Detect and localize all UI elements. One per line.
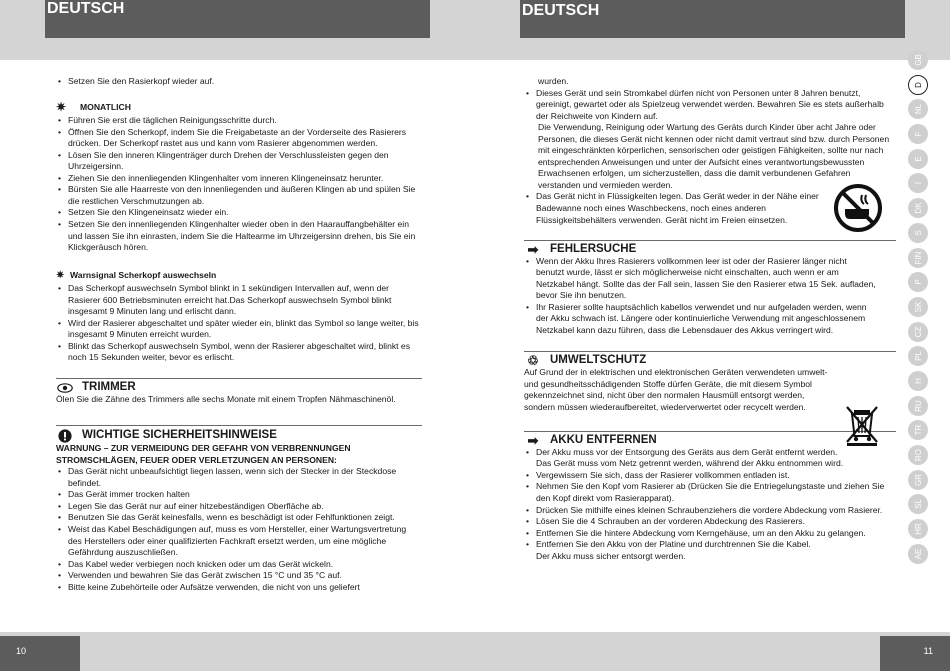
- list-item: • Lösen Sie den inneren Klingenträger durch Drehen der Verschlussleisten gegen den Uhrzeigersinn.: [56, 150, 422, 173]
- monthly-title: MONATLICH: [80, 101, 131, 112]
- list-item: • Das Scherkopf auswechseln Symbol blinkt in 1 sekündigen Intervallen auf, wenn der Rasierer 600 Betriebsminuten erreicht hat.Das Scherkopf auswechseln Symbol blinkt insgesamt 9 Minuten lang und erlischt dann.: [56, 283, 422, 318]
- warning-signal-list: [56, 283, 422, 364]
- language-tab-d[interactable]: D: [908, 75, 928, 95]
- list-item: • Bitte keine Zubehörteile oder Aufsätze verwenden, die nicht von uns geliefert: [56, 582, 422, 594]
- troubleshooting-section-heading: [524, 240, 896, 256]
- right-page-header: [520, 0, 905, 38]
- list-item: • Setzen Sie den Rasierkopf wieder auf.: [56, 76, 422, 88]
- crossed-bin-icon: [842, 404, 882, 446]
- list-item: • Legen Sie das Gerät nur auf einer hitzebeständigen Oberfläche ab.: [56, 501, 422, 513]
- arrow-right-icon: ➡: [527, 433, 539, 449]
- environment-title: UMWELTSCHUTZ: [550, 354, 647, 367]
- intro-list: [56, 76, 422, 88]
- list-item: • Entfernen Sie den Akku von der Platine und durchtrennen Sie die Kabel.: [524, 539, 896, 551]
- troubleshooting-list: [524, 256, 896, 337]
- language-tab-sl[interactable]: SL: [908, 494, 928, 514]
- environment-section-heading: [524, 351, 896, 367]
- language-tabs: [904, 50, 932, 568]
- language-tab-i[interactable]: I: [908, 173, 928, 193]
- safety-warning-line-2: STROMSCHLÄGEN, FEUER ODER VERLETZUNGEN AN PERSONEN:: [56, 454, 337, 465]
- language-tab-gr[interactable]: GR: [908, 470, 928, 490]
- list-item: • Lösen Sie die 4 Schrauben an der vorderen Abdeckung des Rasierers.: [524, 516, 896, 528]
- battery-section-heading: [524, 431, 896, 447]
- sun-icon: ✷: [56, 99, 67, 114]
- language-tab-f[interactable]: F: [908, 124, 928, 144]
- right-column: [524, 76, 896, 562]
- trimmer-title: TRIMMER: [82, 381, 136, 394]
- list-item: • Dieses Gerät und sein Stromkabel dürfen nicht von Personen unter 8 Jahren benutzt, gereinigt, gewartet oder als Spielzeug verwendet werden. Bewahren Sie es stets außerhalb der Reichweite von Kindern auf.: [524, 88, 896, 123]
- warning-signal-heading: [56, 270, 422, 282]
- list-item: • Setzen Sie den innenliegenden Klingenhalter wieder oben in den Haarauffangbehälter ein und lassen Sie ihn einrasten, indem Sie die Haltearme im Uhrzeigersinn drehen, bis Sie ein Klickgeräusch hören.: [56, 219, 422, 254]
- battery-title: AKKU ENTFERNEN: [550, 434, 657, 447]
- list-sub-line: Der Akku muss sicher entsorgt werden.: [536, 550, 686, 561]
- language-tab-gb[interactable]: GB: [908, 50, 928, 70]
- children-warning-list: [524, 88, 896, 123]
- language-tab-tr[interactable]: TR: [908, 420, 928, 440]
- list-item: • Ihr Rasierer sollte hauptsächlich kabellos verwendet und nur aufgeladen werden, wenn der Akku schwach ist. Längere oder kontinuierliche Verwendung mit angeschlossenem Netzkabel kann dazu führen, dass die Lebensdauer des Akkus verringert wird.: [524, 302, 876, 337]
- list-item: • Blinkt das Scherkopf auswechseln Symbol, wenn der Rasierer abgeschaltet wird, blinkt es noch 15 Sekunden weiter, bevor es erlischt.: [56, 341, 422, 364]
- list-item: • Entfernen Sie die hintere Abdeckung vom Kerngehäuse, um an den Akku zu gelangen.: [524, 528, 896, 540]
- safety-title: WICHTIGE SICHERHEITSHINWEISE: [82, 429, 277, 442]
- list-item: • Öffnen Sie den Scherkopf, indem Sie die Freigabetaste an der Vorderseite des Rasierers drücken. Der Scherkopf rastet aus und kann vom Rasierer abgenommen werden.: [56, 127, 422, 150]
- left-page-number: 10: [16, 646, 27, 656]
- warning-signal-title: Warnsignal Scherkopf auswechseln: [70, 269, 217, 280]
- trimmer-section-heading: [56, 378, 422, 394]
- bottom-band: [0, 632, 950, 671]
- list-item: • Verwenden und bewahren Sie das Gerät zwischen 15 °C und 35 °C auf.: [56, 570, 422, 582]
- right-page-number: 11: [923, 646, 933, 656]
- list-item: • Das Gerät immer trocken halten: [56, 489, 422, 501]
- language-tab-s[interactable]: S: [908, 223, 928, 243]
- sun-icon: ✷: [56, 269, 65, 281]
- language-tab-ro[interactable]: RO: [908, 445, 928, 465]
- language-tab-e[interactable]: E: [908, 149, 928, 169]
- language-tab-ru[interactable]: RU: [908, 396, 928, 416]
- left-page-number-box: [0, 636, 80, 671]
- list-item: • Führen Sie erst die täglichen Reinigungsschritte durch.: [56, 115, 422, 127]
- trimmer-text: Ölen Sie die Zähne des Trimmers alle sechs Monate mit einem Tropfen Nähmaschinenöl.: [56, 393, 396, 404]
- safety-warning-line-1: WARNUNG – ZUR VERMEIDUNG DER GEFAHR VON VERBRENNUNGEN: [56, 443, 351, 454]
- language-tab-cz[interactable]: CZ: [908, 322, 928, 342]
- right-header-title: DEUTSCH: [522, 2, 600, 19]
- left-page-header: [45, 0, 430, 38]
- list-item: • Ziehen Sie den innenliegenden Klingenhalter vom inneren Klingeneinsatz herunter.: [56, 173, 422, 185]
- right-page-number-box: [880, 636, 950, 671]
- no-bathtub-icon: [833, 183, 883, 233]
- list-item: • Drücken Sie mithilfe eines kleinen Schraubenziehers die vordere Abdeckung vom Rasierer.: [524, 505, 896, 517]
- language-tab-dk[interactable]: DK: [908, 198, 928, 218]
- language-tab-pl[interactable]: PL: [908, 346, 928, 366]
- language-tab-fin[interactable]: FIN: [908, 248, 928, 268]
- list-sub-line: Das Gerät muss vom Netz getrennt werden, während der Akku entnommen wird.: [536, 458, 844, 469]
- battery-list: [524, 447, 896, 562]
- language-tab-nl[interactable]: NL: [908, 99, 928, 119]
- monthly-heading: [56, 99, 422, 114]
- exclamation-icon: [56, 429, 74, 443]
- children-paragraph: Die Verwendung, Reinigung oder Wartung des Geräts durch Kinder über acht Jahre oder Personen, die dieses Gerät nicht kennen oder nicht damit vertraut sind bzw. durch Personen mit eingeschränkten körperlichen, sensorischen oder geistigen Fähigkeiten, sollte nur nach entsprechenden Anweisungen und unter der Aufsicht eines verantwortungsbewussten Erwachsenen erfolgen, um sicherzustellen, dass die damit verbundenen Gefahren verstanden und vermieden werden.: [538, 122, 890, 190]
- monthly-list: [56, 115, 422, 254]
- environment-text: Auf Grund der in elektrischen und elektronischen Geräten verwendeten umwelt- und gesundheitsschädigenden Stoffe dürfen Geräte, die mit diesem Symbol gekennzeichnet sind, nicht über den normalen Hausmüll entsorgt werden, sondern müssen wiederaufbereitet, wiederverwertet oder recycelt werden.: [524, 367, 828, 412]
- left-column: [56, 76, 422, 593]
- arrow-right-icon: ➡: [527, 242, 539, 258]
- troubleshooting-title: FEHLERSUCHE: [550, 243, 637, 256]
- list-item: • Wenn der Akku Ihres Rasierers vollkommen leer ist oder der Rasierer länger nicht benutzt wurde, lässt er sich möglicherweise nicht einschalten, auch wenn er am Netzkabel hängt. Sollte das der Fall sein, lassen Sie den Rasierer etwa 15 Sek. aufladen, bevor Sie ihn benutzen.: [524, 256, 876, 302]
- list-item: • Wird der Rasierer abgeschaltet und später wieder ein, blinkt das Symbol so lange weiter, bis insgesamt 9 Minuten erreicht wurden.: [56, 318, 422, 341]
- continuation-text: wurden.: [538, 76, 569, 86]
- language-tab-hr[interactable]: HR: [908, 519, 928, 539]
- list-item: • Weist das Kabel Beschädigungen auf, muss es vom Hersteller, einer Wartungsvertretung des Herstellers oder einer qualifizierten Fachkraft ersetzt werden, um eine mögliche Gefährdung auszuschließen.: [56, 524, 422, 559]
- recycle-icon: ♲: [527, 353, 539, 369]
- list-item: • Vergewissern Sie sich, dass der Rasierer vollkommen entladen ist.: [524, 470, 896, 482]
- language-tab-p[interactable]: P: [908, 272, 928, 292]
- language-tab-h[interactable]: H: [908, 371, 928, 391]
- language-tab-ae[interactable]: AE: [908, 544, 928, 564]
- list-item: • Das Gerät nicht in Flüssigkeiten legen. Das Gerät weder in der Nähe einer Badewanne noch eines Waschbeckens, noch eines anderen Flüssigkeitsbehälters verwenden. Gerät nicht im Freien einsetzen.: [524, 191, 824, 226]
- list-item: • Benutzen Sie das Gerät keinesfalls, wenn es beschädigt ist oder Fehlfunktionen zeigt.: [56, 512, 422, 524]
- left-header-title: DEUTSCH: [47, 0, 125, 17]
- language-tab-sk[interactable]: SK: [908, 297, 928, 317]
- list-item: • Bürsten Sie alle Haarreste von den innenliegenden und äußeren Klingen ab und spülen Sie die restlichen Verschmutzungen ab.: [56, 184, 422, 207]
- safety-list: [56, 466, 422, 593]
- list-item: • Das Kabel weder verbiegen noch knicken oder um das Gerät wickeln.: [56, 559, 422, 571]
- list-item: • Das Gerät nicht unbeaufsichtigt liegen lassen, wenn sich der Stecker in der Steckdose befindet.: [56, 466, 422, 489]
- list-item: • Setzen Sie den Klingeneinsatz wieder ein.: [56, 207, 422, 219]
- safety-section-heading: [56, 425, 422, 443]
- eye-icon: [56, 383, 74, 393]
- list-item: • Der Akku muss vor der Entsorgung des Geräts aus dem Gerät entfernt werden.: [524, 447, 896, 459]
- list-item: • Nehmen Sie den Kopf vom Rasierer ab (Drücken Sie die Entriegelungstaste und ziehen Sie den Kopf direkt vom Rasierapparat).: [524, 481, 896, 504]
